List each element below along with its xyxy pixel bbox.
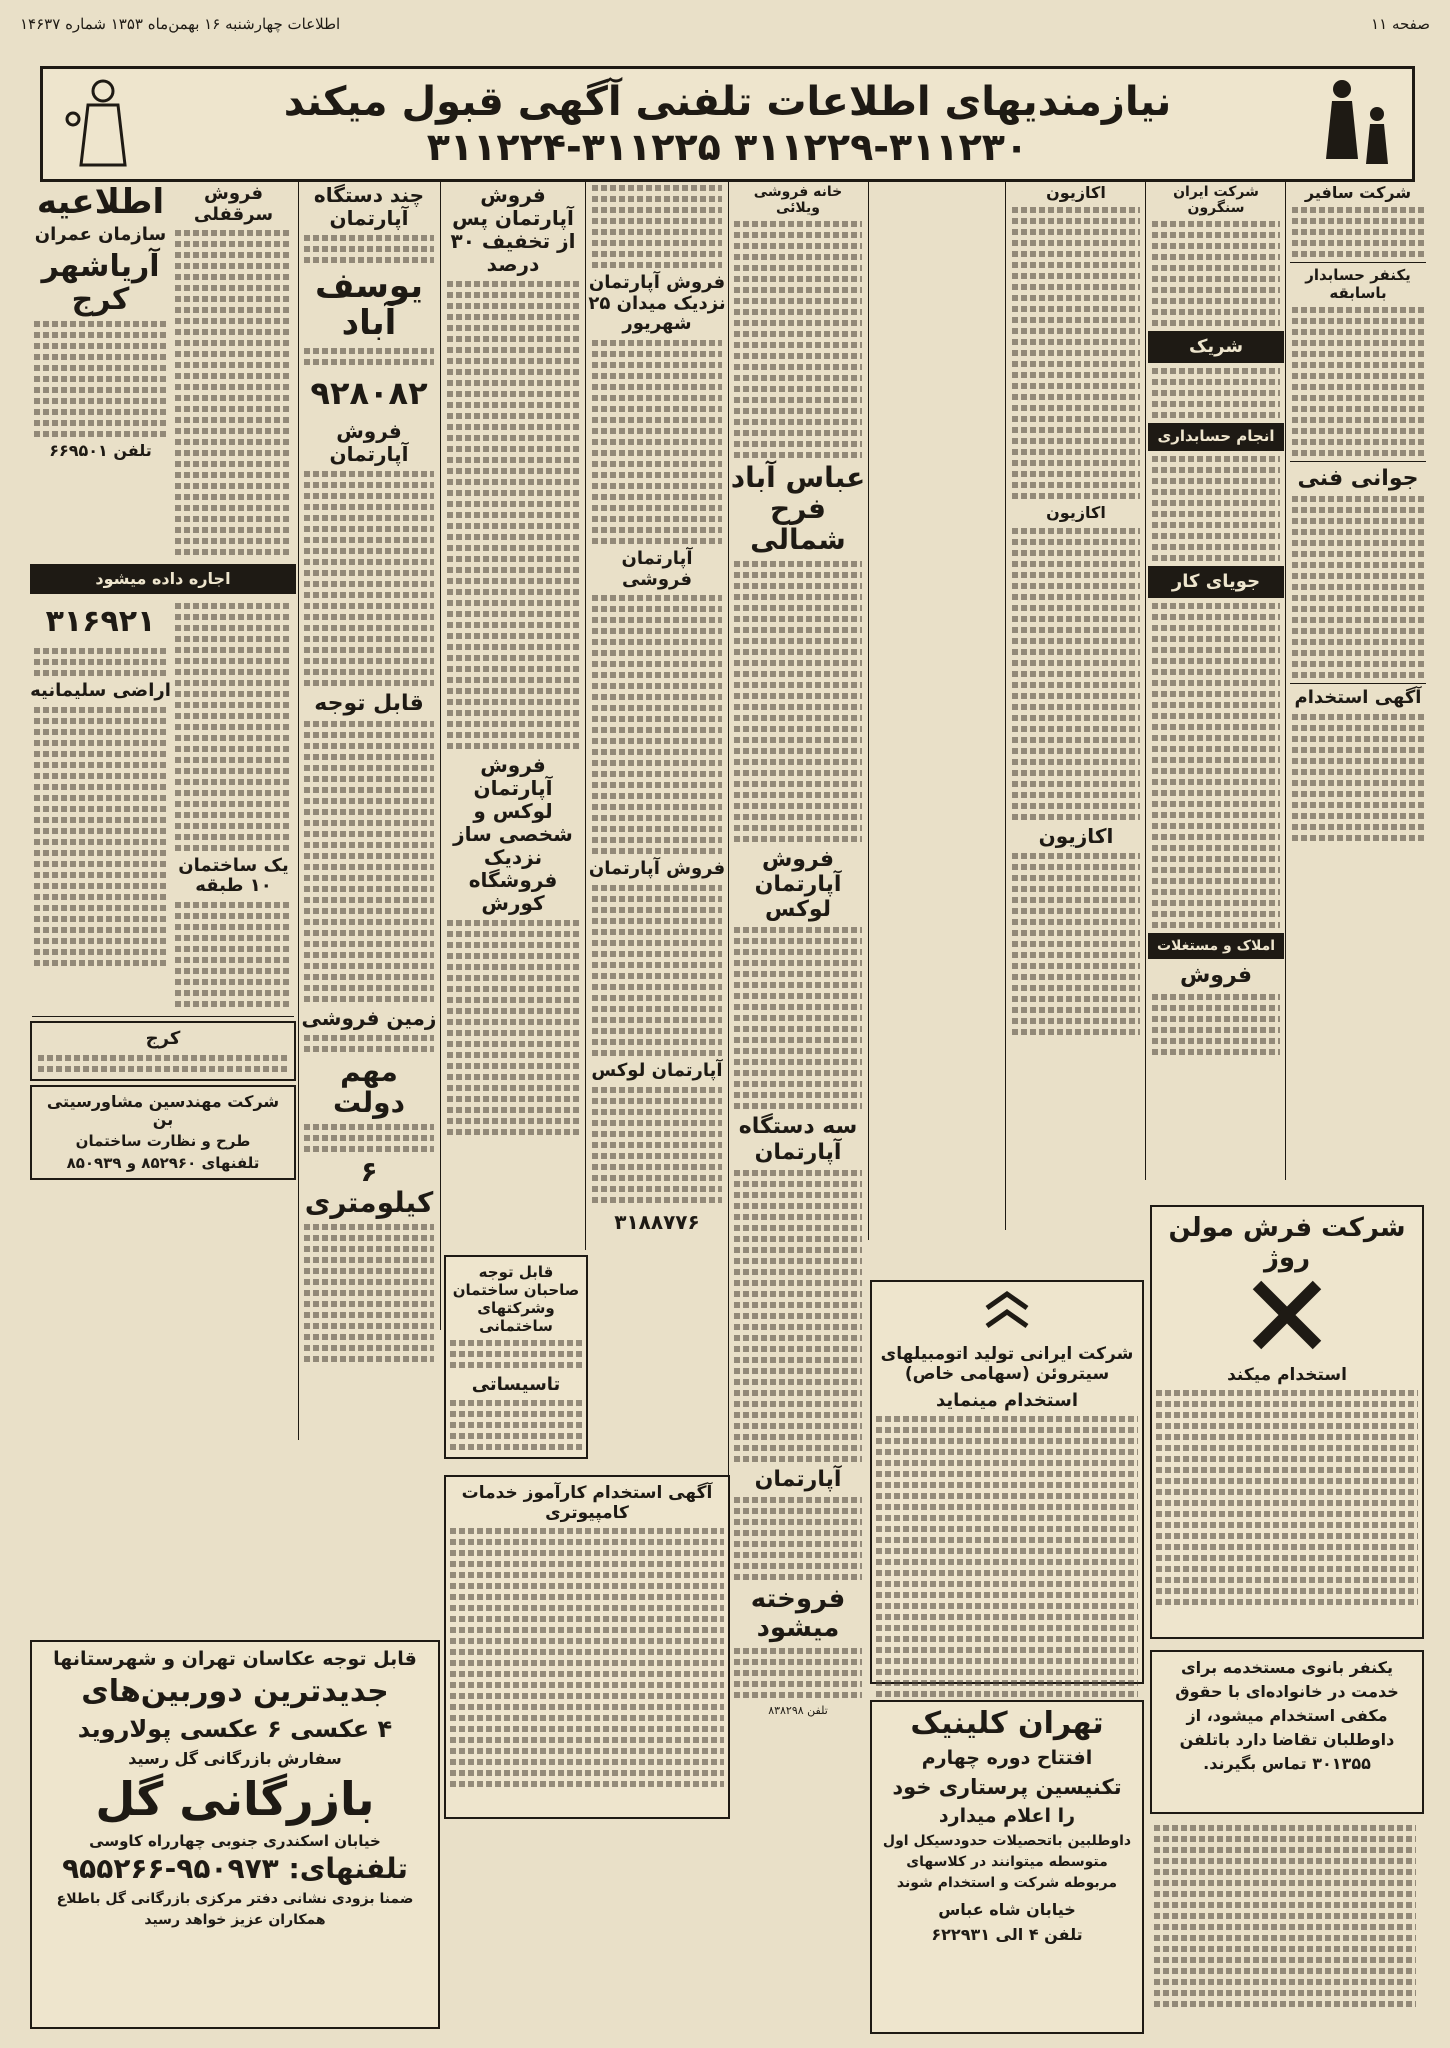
ad-heading: فروش آپارتمان	[588, 858, 726, 880]
issue-info: اطلاعات چهارشنبه ۱۶ بهمن‌ماه ۱۳۵۳ شماره ۱۴۶۳۷	[20, 15, 341, 33]
ad-heading: سه دستگاه آپارتمان	[738, 1114, 858, 1165]
ad-heading: اکازیون	[1038, 823, 1114, 848]
ad-phone: ۹۲۸۰۸۲	[310, 373, 428, 412]
ad-heading: فروش آپارتمان لوکس	[754, 846, 842, 923]
ad-heading: خانه فروشی ویلائی	[753, 184, 843, 217]
column-7	[300, 180, 438, 1440]
ad-brand-name: بازرگانی گل	[95, 1772, 375, 1826]
ad-subheading: افتتاح دوره چهارم	[921, 1747, 1093, 1769]
ad-heading: شرکت مهندسین مشاورسیتی بن	[46, 1091, 280, 1130]
ad-heading: اکازیون	[1046, 503, 1106, 523]
column-rule	[868, 180, 869, 1240]
ad-heading: زمین فروشی	[301, 1006, 437, 1031]
ad-heading: فروش آپارتمان	[329, 419, 409, 467]
ad-heading: چند دستگاه آپارتمان	[313, 183, 425, 230]
column-2	[1148, 180, 1284, 1180]
ad-box-computer	[444, 1475, 730, 1819]
ad-address: خیابان اسکندری جنوبی چهارراه کاوسی	[89, 1832, 381, 1850]
classifieds-banner	[40, 66, 1415, 182]
column-3	[1008, 180, 1144, 1060]
section-heading: جویای کار	[1148, 566, 1284, 598]
ad-heading: اراضی سلیمانیه	[30, 680, 171, 702]
column-rule	[298, 180, 299, 1440]
ad-box-citroen	[870, 1280, 1144, 1684]
page-number: صفحه ۱۱	[1371, 15, 1430, 33]
banner-title: نیازمندیهای اطلاعات تلفنی آگهی قبول میکند	[283, 79, 1172, 125]
moulin-logo-icon	[1152, 1275, 1422, 1359]
ad-heading: ۶ کیلومتری	[304, 1155, 434, 1219]
ad-heading: کرج	[145, 1027, 181, 1049]
ad-heading: آپارتمان لوکس	[591, 1060, 723, 1082]
ad-heading: فروش آپارتمان لوکس و شخصی ساز نزدیک فروشگاه کورش	[453, 753, 573, 915]
ad-subheading: استخدام مینماید	[935, 1390, 1079, 1411]
ad-box-maid	[1150, 1650, 1424, 1814]
ad-text: داوطلبین باتحصیلات حدودسیکل اول متوسطه میتوانند در کلاسهای مربوطه شرکت و استخدام شوند	[882, 1833, 1132, 1891]
column-6	[443, 180, 583, 1330]
column-4	[730, 180, 866, 1717]
ad-subheading: را اعلام میدارد	[938, 1805, 1076, 1827]
ad-heading: آگهی استخدام	[1294, 687, 1422, 709]
ad-box-tehran-clinic	[870, 1700, 1144, 2034]
ad-heading: جوانی فنی	[1297, 465, 1419, 491]
ad-heading: اکازیون	[1046, 183, 1106, 202]
family-illustration-right	[1302, 69, 1412, 179]
ad-subheading: استخدام میکند	[1227, 1365, 1347, 1385]
ad-phone: ۳۱۶۹۲۱	[45, 603, 156, 639]
ad-subheading: سفارش بازرگانی گل رسید	[128, 1749, 342, 1768]
ad-heading: تاسیساتی	[471, 1374, 561, 1395]
ad-text: یکنفر بانوی مستخدمه برای خدمت در خانواده‌ای با حقوق مکفی استخدام میشود، از داوطلبان تقاضا دارد باتلفن ۳۰۱۳۵۵ تماس بگیرند.	[1175, 1658, 1399, 1773]
ad-heading: فروش	[1179, 963, 1253, 989]
ad-heading: شرکت ایرانی تولید اتومبیلهای سیتروئن (سهامی خاص)	[880, 1344, 1134, 1384]
ad-phone: تلفنهای: ۹۵۰۹۷۳-۹۵۵۲۶۶	[62, 1852, 408, 1885]
ad-box-moulin-rouge	[1150, 1205, 1424, 1639]
section-heading: اجاره داده میشود	[30, 564, 296, 593]
column-1	[1288, 180, 1428, 1180]
ad-heading: عباس آباد فرح شمالی	[730, 461, 866, 556]
ad-heading: تهران کلینیک	[910, 1706, 1104, 1741]
ad-text: ضمنا بزودی نشانی دفتر مرکزی بازرگانی گل باطلاع همکاران عزیز خواهد رسید	[56, 1891, 414, 1928]
ad-address: خیابان شاه عباس	[938, 1900, 1076, 1919]
section-heading: املاک و مستغلات	[1148, 933, 1284, 959]
section-heading: شریک	[1148, 331, 1284, 363]
ad-heading: شرکت سافیر	[1304, 183, 1412, 202]
ad-heading: قابل توجه	[314, 691, 424, 717]
ad-heading: قابل توجه عکاسان تهران و شهرستانها	[53, 1648, 417, 1670]
ad-block-bottom-right	[1150, 1820, 1420, 2030]
ad-heading: فروش آپارتمان نزدیک میدان ۲۵ شهریور	[588, 272, 726, 335]
ad-phone: تلفنهای ۸۵۲۹۶۰ و ۸۵۰۹۳۹	[66, 1153, 260, 1172]
ad-box-bazargani-gol	[30, 1640, 440, 2029]
ad-heading: مهم دولت	[333, 1055, 405, 1120]
ad-heading: یک ساختمان ۱۰ طبقه	[178, 854, 289, 897]
ad-heading: شرکت فرش مولن روژ	[1168, 1213, 1406, 1273]
ad-heading: آریاشهر کرج	[41, 249, 160, 318]
column-5	[588, 180, 726, 1240]
ad-heading: جدیدترین دوربین‌های	[81, 1674, 389, 1709]
column-rule	[440, 180, 441, 1330]
column-rule	[585, 180, 586, 1250]
ad-heading: فروش آپارتمان پس از تخفیف ۳۰ درصد	[450, 183, 576, 276]
ad-heading: فروخته میشود	[750, 1584, 846, 1643]
ad-heading: سازمان عمران	[34, 224, 167, 246]
column-rule	[1285, 180, 1286, 1180]
ad-box-building	[444, 1255, 588, 1459]
ad-phone: تلفن ۶۶۹۵۰۱	[49, 441, 152, 461]
ad-heading: شرکت ایران سنگرون	[1173, 184, 1259, 217]
column-rule	[1145, 180, 1146, 1180]
ad-phone: تلفن ۴ الی ۶۲۲۹۳۱	[931, 1925, 1083, 1944]
ad-heading: آگهی استخدام کارآموز خدمات کامپیوتری	[461, 1483, 713, 1523]
ad-phone: تلفن ۸۳۸۲۹۸	[768, 1703, 828, 1717]
ad-subheading: ۴ عکسی ۶ عکسی پولاروید	[77, 1715, 393, 1743]
ad-heading: یوسف آباد	[314, 266, 423, 344]
page-header	[20, 10, 1430, 38]
ad-phone: ۳۱۸۸۷۷۶	[614, 1209, 700, 1234]
column-rule	[1005, 180, 1006, 1230]
column-rule	[728, 180, 729, 1520]
ad-heading: فروش سرقفلی	[193, 183, 274, 225]
ad-heading: یکنفر حسابدار باسابقه	[1305, 266, 1411, 302]
ad-heading: اطلاعیه	[36, 182, 165, 222]
ad-heading: قابل توجه صاحبان ساختمان وشرکتهای ساختمانی	[452, 1263, 580, 1335]
family-illustration-left	[43, 69, 153, 179]
ad-subheading: طرح و نظارت ساختمان	[75, 1132, 251, 1151]
ad-subheading: تکنیسین پرستاری خود	[892, 1775, 1122, 1799]
ad-heading: آپارتمان فروشی	[621, 548, 693, 590]
section-heading: انجام حسابداری	[1148, 423, 1284, 451]
ad-heading: آپارتمان	[754, 1467, 842, 1493]
citroen-logo-icon	[872, 1290, 1142, 1338]
column-8	[30, 180, 296, 1620]
banner-phones: ۳۱۱۲۲۴-۳۱۱۲۲۵ ۳۱۱۲۲۹-۳۱۱۲۳۰	[426, 125, 1029, 169]
